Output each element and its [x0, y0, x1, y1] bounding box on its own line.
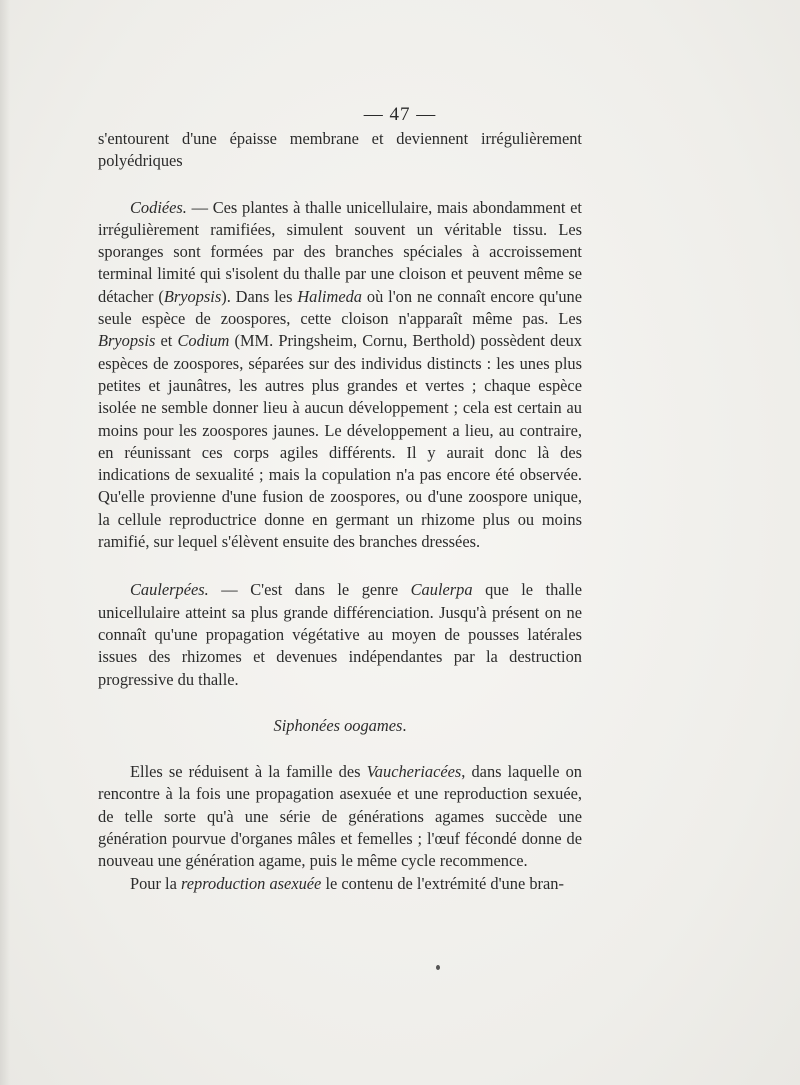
text-span: s'entourent d'une épaisse membrane et deviennent irrégulièrement polyédriques: [98, 129, 582, 171]
text-span: , dans laquelle on rencontre à la fois une propagation asexuée et une reproduction sexuée, de telle sorte qu'à une série de générations agames succède une génération pourvue d'organes mâles et femelles ; l'œuf fécondé donne de nouveau une génération agame, puis le même cycle recommence.: [98, 762, 583, 871]
body-text: [98, 128, 582, 895]
text-span: (MM. Pringsheim, Cornu, Berthold) possèdent deux espèces de zoospores, séparées sur des individus distincts : les unes plus petites et jaunâtres, les autres plus grandes et vertes ; chaque espèce isolée ne semble donner lieu à aucun développement ; cela est certain au moins pour les zoospores jaunes. Le développement a lieu, au contraire, en réunissant ces corps agiles différents. Il y aurait donc là des indications de sexualité ; mais la copulation n'a pas encore été observée. Qu'elle provienne d'une fusion de zoospores, ou d'une zoospore unique, la cellule reproductrice donne en germant un rhizome plus ou moins ramifié, sur lequel s'élèvent ensuite des branches dressées.: [98, 331, 583, 552]
paragraph-vaucheriacees: [98, 761, 582, 872]
italic-term: Bryopsis: [98, 331, 156, 351]
page-number: — 47 —: [363, 104, 437, 125]
text-span: ). Dans les: [221, 286, 298, 306]
text-span: le contenu de l'extrémité d'une bran-: [321, 873, 564, 893]
heading-dot: .: [402, 715, 407, 735]
paragraph-caulerpees: [98, 579, 582, 690]
text-span: que le thalle unicellulaire atteint sa plus grande différenciation. Jusqu'à présent on ne connaît qu'une propagation végétative au moyen de pousses latérales issues des rhizomes et devenues indépendantes par la destruction progressive du thalle.: [98, 580, 582, 689]
section-heading: [98, 715, 582, 737]
text-span: Elles se réduisent à la famille des: [130, 762, 367, 782]
ink-speck: [436, 965, 440, 970]
text-span: et: [155, 331, 178, 351]
italic-term: Caulerpa: [410, 580, 473, 600]
text-span: Pour la: [130, 873, 181, 893]
text-span: — Ces plantes à thalle unicellulaire, mais abondamment et irrégulièrement ramifiées, simulent souvent un véritable tissu. Les sporanges sont formées par des branches spéciales à accroissement terminal limité qui s'isolent du thalle par une cloison et peuvent même se détacher (: [98, 197, 582, 306]
italic-term: Codium: [177, 331, 230, 351]
italic-term: Vaucheriacées: [366, 762, 462, 782]
text-span: où l'on ne connaît encore qu'une seule espèce de zoospores, cette cloison n'apparaît même pas. Les: [98, 286, 582, 329]
italic-term: reproduction asexuée: [181, 873, 322, 893]
italic-term: Bryopsis: [163, 286, 222, 306]
paragraph-continuation: [98, 128, 582, 173]
section-title-caulerpees: Caulerpées.: [130, 580, 209, 600]
section-title-codiees: Codiées.: [130, 197, 187, 217]
text-span: — C'est dans le genre: [208, 580, 411, 600]
heading-text: Siphonées oogames: [273, 715, 403, 735]
paragraph-codiees: [98, 197, 582, 554]
page-edge-shadow: [0, 0, 10, 1085]
paragraph-reproduction: [98, 873, 582, 895]
italic-term: Halimeda: [297, 286, 362, 306]
